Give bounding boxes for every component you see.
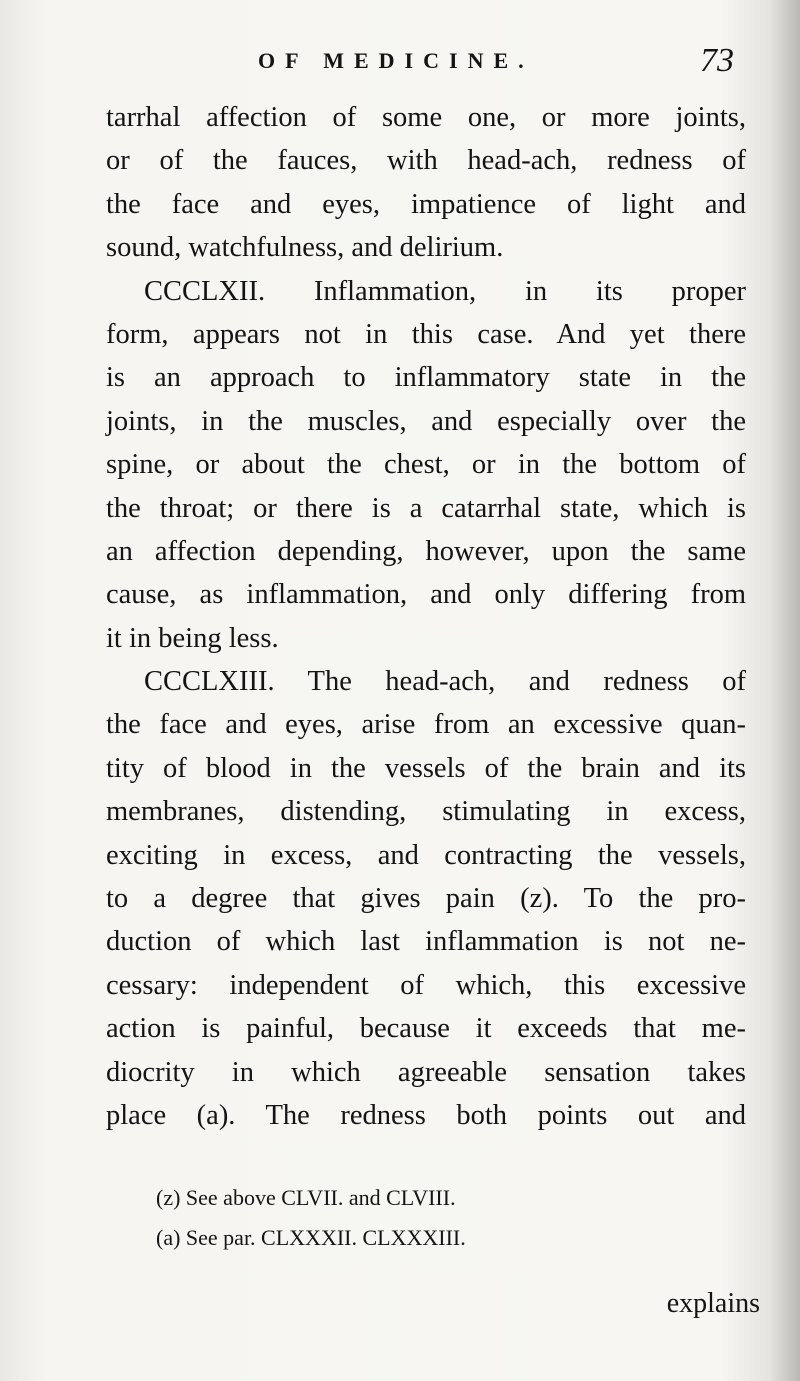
footnote-a: (a) See par. CLXXXII. CLXXXIII. <box>156 1225 466 1250</box>
text-line: duction of which last inflammation is not ne- <box>106 926 746 958</box>
footnotes <box>156 1178 756 1258</box>
text-line: to a degree that gives pain (z). To the pro- <box>106 883 746 915</box>
body-text <box>106 96 746 1137</box>
footnote-z: (z) See above CLVII. and CLVIII. <box>156 1185 456 1210</box>
text-line: sound, watchfulness, and delirium. <box>106 232 504 264</box>
text-line: membranes, distending, stimulating in excess, <box>106 796 746 828</box>
text-line: exciting in excess, and contracting the vessels, <box>106 839 746 871</box>
text-line: it in being less. <box>106 622 279 654</box>
page-edge-shadow <box>770 0 800 1381</box>
text-line: place (a). The redness both points out and <box>106 1099 746 1131</box>
paragraph-start-ccclxiii: CCCLXIII. The head-ach, and redness of <box>144 666 746 698</box>
text-line: diocrity in which agreeable sensation takes <box>106 1056 746 1088</box>
running-head: OF MEDICINE. <box>258 48 534 73</box>
text-line: form, appears not in this case. And yet there <box>106 318 746 350</box>
text-line: the face and eyes, impatience of light and <box>106 188 746 220</box>
text-line: is an approach to inflammatory state in the <box>106 362 746 394</box>
text-line: the face and eyes, arise from an excessive quan- <box>106 709 746 741</box>
text-line: cessary: independent of which, this excessive <box>106 969 746 1001</box>
text-line: spine, or about the chest, or in the bottom of <box>106 449 746 481</box>
text-line: cause, as inflammation, and only differing from <box>106 579 746 611</box>
text-line: joints, in the muscles, and especially over the <box>106 405 746 437</box>
page-number: 73 <box>700 42 734 79</box>
text-line: tarrhal affection of some one, or more joints, <box>106 102 746 133</box>
catchword: explains <box>666 1288 760 1319</box>
text-line: action is painful, because it exceeds that me- <box>106 1013 746 1045</box>
page-header <box>0 42 800 82</box>
text-line: tity of blood in the vessels of the brain and its <box>106 752 746 784</box>
text-line: the throat; or there is a catarrhal state, which is <box>106 492 746 524</box>
paragraph-start-ccclxii: CCCLXII. Inflammation, in its proper <box>144 275 746 307</box>
text-line: an affection depending, however, upon the same <box>106 535 746 567</box>
text-line: or of the fauces, with head-ach, redness of <box>106 145 746 177</box>
